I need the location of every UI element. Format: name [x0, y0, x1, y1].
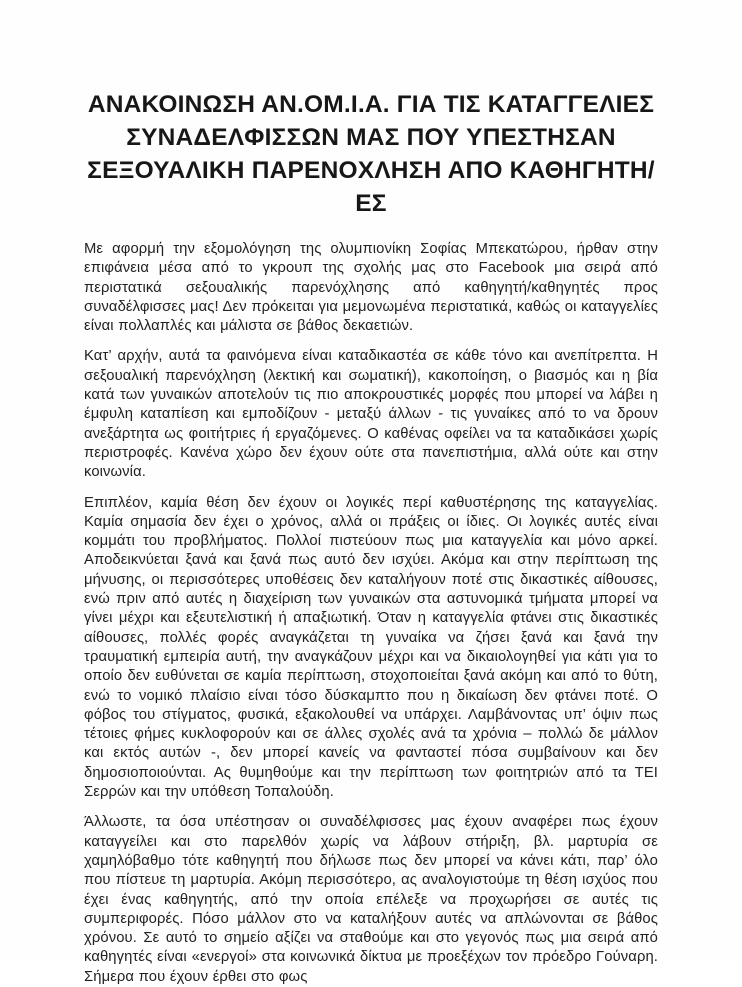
paragraph-condemnation: Κατ’ αρχήν, αυτά τα φαινόμενα είναι καταδικαστέα σε κάθε τόνο και ανεπίτρεπτα. Η σεξουαλική παρενόχληση (λεκτική και σωματική), κακοποίηση, ο βιασμός και η βία κατά των γυναικών αποτελούν τις πιο αποκρουστικές μορφές που μπορεί να λάβει η έμφυλη καταπίεση και εμποδίζουν - μεταξύ άλλων - τις γυναίκες από το να δρουν ανεξάρτητα ως φοιτήτριες ή εργαζόμενες. Ο καθένας οφείλει να τα καταδικάσει χωρίς περιστροφές. Κανένα χώρο δεν έχουν ούτε στα πανεπιστήμια, αλλά ούτε και στην κοινωνία.: [84, 348, 658, 481]
paragraph-reporting-delay: Επιπλέον, καμία θέση δεν έχουν οι λογικές περί καθυστέρησης της καταγγελίας. Καμία σημασία δεν έχει ο χρόνος, αλλά οι πράξεις οι ίδιες. Οι λογικές αυτές είναι κομμάτι του προβλήματος. Πολλοί πιστεύουν πως μια καταγγελία και μόνο αρκεί. Αποδεικνύεται ξανά και ξανά πως αυτό δεν ισχύει. Ακόμα και στην περίπτωση της μήνυσης, οι περισσότερες υποθέσεις δεν καταλήγουν ποτέ στις δικαστικές αίθουσες, ενώ πριν από αυτές η διαχείριση των γυναικών στα αστυνομικά τμήματα μπορεί να γίνει μέχρι και εξευτελιστική ή απαξιωτική. Όταν η καταγγελία φτάνει στις δικαστικές αίθουσες, πολλές φορές αναγκάζεται τη γυναίκα να ζήσει ξανά και ξανά την τραυματική εμπειρία αυτή, την αναγκάζουν μέχρι και να δικαιολογηθεί για κάτι για το οποίο δεν ευθύνεται σε καμία περίπτωση, στοχοποιείται ξανά ακόμη και από το θύτη, ενώ το νομικό πλαίσιο είναι τόσο δύσκαμπτο που η δικαίωση δεν φτάνει ποτέ. Ο φόβος του στίγματος, φυσικά, εξακολουθεί να υπάρχει. Λαμβάνοντας υπ’ όψιν πως τέτοιες φήμες κυκλοφορούν και σε άλλες σχολές ανά τα χρόνια – πολλώ δε μάλλον και εκτός αυτών -, δεν μπορεί κανείς να φανταστεί πόσα συμβαίνουν και δεν δημοσιοποιούνται. Ας θυμηθούμε και την περίπτωση των φοιτητριών από τα ΤΕΙ Σερρών και την υπόθεση Τοπαλούδη.: [84, 494, 658, 801]
page-title-line-1: ΑΝΑΚΟΙΝΩΣΗ ΑΝ.ΟΜ.Ι.Α. ΓΙΑ ΤΙΣ ΚΑΤΑΓΓΕΛΙΕΣ: [87, 91, 655, 118]
page-title-line-3: ΣΕΞΟΥΑΛΙΚΗ ΠΑΡΕΝΟΧΛΗΣΗ ΑΠΟ ΚΑΘΗΓΗΤΗ/ΕΣ: [87, 157, 655, 217]
document-body: [84, 240, 658, 987]
page-title: [84, 88, 658, 220]
paragraph-past-reports: Άλλωστε, τα όσα υπέστησαν οι συναδέλφισσες μας έχουν αναφέρει πως έχουν καταγγείλει και στο παρελθόν χωρίς να λάβουν στήριξη, βλ. μαρτυρία σε χαμηλόβαθμο τότε καθηγητή που δήλωσε πως δεν μπορεί να κάνει κάτι, παρ’ όλο που πίστευε τη μαρτυρία. Ακόμη περισσότερο, ας αναλογιστούμε τη θέση ισχύος που έχει ένας καθηγητής, από την οποία επέλεξε να προχωρήσει σε αυτές τις συμπεριφορές. Πόσο μάλλον στο να καταλήξουν αυτές να απλώνονται σε βάθος χρόνου. Σε αυτό το σημείο αξίζει να σταθούμε και στο γεγονός πως μια σειρά από καθηγητές είναι «ενεργοί» στα κοινωνικά δίκτυα με προεξέχων τον πρόεδρο Γούναρη. Σήμερα που έχουν έρθει στο φως: [84, 814, 658, 985]
paragraph-intro: Με αφορμή την εξομολόγηση της ολυμπιονίκη Σοφίας Μπεκατώρου, ήρθαν στην επιφάνεια μέσα από το γκρουπ της σχολής μας στο Facebook μια σειρά από περιστατικά σεξουαλικής παρενόχλησης από καθηγητή/καθηγητές προς συναδέλφισσες μας! Δεν πρόκειται για μεμονωμένα περιστατικά, καθώς οι καταγγελίες είναι πολλαπλές και μάλιστα σε βάθος δεκαετιών.: [84, 241, 658, 335]
page-title-line-2: ΣΥΝΑΔΕΛΦΙΣΣΩΝ ΜΑΣ ΠΟΥ ΥΠΕΣΤΗΣΑΝ: [126, 124, 616, 151]
